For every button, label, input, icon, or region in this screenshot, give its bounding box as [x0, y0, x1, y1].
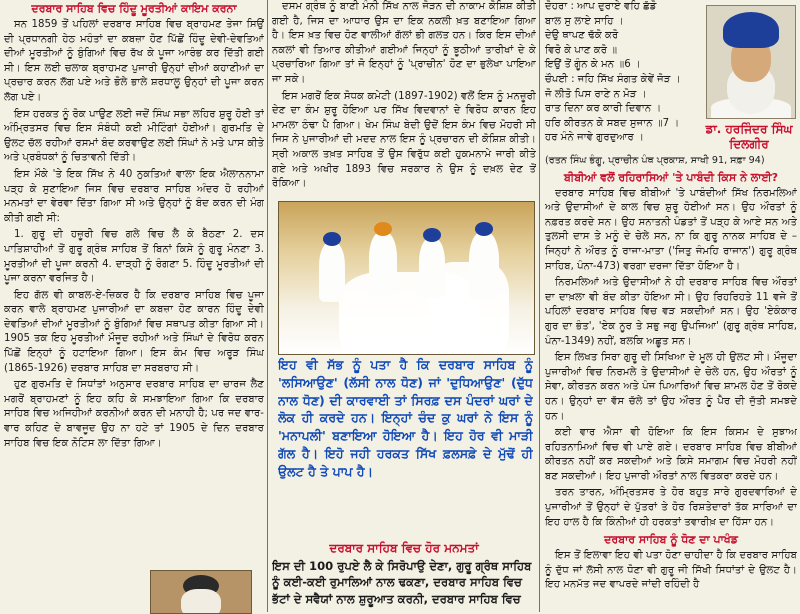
paragraph: ਇਸ ਤੋਂ ਇਲਾਵਾ ਇਹ ਵੀ ਪਤਾ ਹੋਣਾ ਚਾਹੀਦਾ ਹੈ ਕਿ ਦਰਬਾਰ ਸਾਹਿਬ ਨੂੰ ਦੁੱਧ ਜਾਂ ਲੱਸੀ ਨਾਲ ਧੋਣਾ ਵੀ ਗੁਰੂ ਜੀ ਸਿੱਖੀ ਸਿਧਾਂਤਾਂ ਦੇ ਉਲਟ ਹੈ। ਇਹ ਮਨਮੱਤ ਜਦ ਵਾਪਰਦੇ ਜਾਂਦੀ ਰਹਿੰਦੀ ਹੈ	[545, 550, 797, 591]
section-heading: ਦਰਬਾਰ ਸਾਹਿਬ ਵਿਚ ਹਿੰਦੂ ਮੂਰਤੀਆਂ ਕਾਇਮ ਕਰਨਾ	[31, 2, 237, 15]
highlighted-quote: ਇਹ ਵੀ ਸੱਭ ਨੂੰ ਪਤਾ ਹੈ ਕਿ ਦਰਬਾਰ ਸਾਹਿਬ ਨੂੰ 'ਲਸਿਆਉਣ' (ਲੱਸੀ ਨਾਲ ਧੋਣ) ਜਾਂ 'ਦੁਧਿਆਉਣ' (ਦੁੱਧ ਨਾਲ ਧੋਣ) ਦੀ ਕਾਰਵਾਈ ਤਾਂ ਸਿਰਫ਼ ਦਸ ਪੰਦਰਾਂ ਘਰਾਂ ਦੇ ਲੋਕ ਹੀ ਕਰਦੇ ਹਨ। ਇਨ੍ਹਾਂ ਚੰਦ ਕੁ ਘਰਾਂ ਨੇ ਇਸ ਨੂੰ 'ਮਨਾਪਲੀ' ਬਣਾਇਆ ਹੋਇਆ ਹੈ। ਇਹ ਹੋਰ ਵੀ ਮਾੜੀ ਗੱਲ ਹੈ। ਇਹੋ ਜਹੀ ਹਰਕਤ ਸਿੱਖ ਫ਼ਲਸਫ਼ੇ ਦੇ ਮੁੱਢੋਂ ਹੀ ਉਲਟ ਹੈ ਤੇ ਪਾਪ ਹੈ।	[278, 357, 533, 479]
paragraph: ਦਰਬਾਰ ਸਾਹਿਬ ਵਿਚ ਬੀਬੀਆਂ 'ਤੇ ਪਾਬੰਦੀਆਂ ਸਿੱਖ ਨਿਰਮਲਿਆਂ ਅਤੇ ਉਦਾਸੀਆਂ ਦੇ ਕਾਲ ਵਿਚ ਸ਼ੁਰੂ ਹੋਈਆਂ ਸਨ। ਉਹ ਔਰਤਾਂ ਨੂੰ ਨਫ਼ਰਤ ਕਰਦੇ ਸਨ। ਉਹ ਸਨਾਤਨੀ ਪੰਡਤਾਂ ਤੋਂ ਪੜ੍ਹ ਕੇ ਆਏ ਸਨ ਅਤੇ ਤੁਲਸੀ ਦਾਸ ਤੇ ਮਨੂੰ ਦੇ ਚੇਲੇ ਸਨ, ਨਾ ਕਿ ਗੁਰੂ ਨਾਨਕ ਸਾਹਿਬ ਦੇ – ਜਿਨ੍ਹਾਂ ਨੇ ਔਰਤ ਨੂੰ ਰਾਜਾ-ਮਾਤਾ ('ਜਿਤੁ ਜੰਮਹਿ ਰਾਜਾਨ') ਗੁਰੂ ਗ੍ਰੰਥ ਸਾਹਿਬ, ਪੰਨਾ-473) ਵਰਗਾ ਦਰਜਾ ਦਿੱਤਾ ਹੋਇਆ ਹੈ।	[545, 187, 797, 272]
paragraph: ਇਹ ਗੱਲ ਵੀ ਕਾਬਲ-ਏ-ਜ਼ਿਕਰ ਹੈ ਕਿ ਦਰਬਾਰ ਸਾਹਿਬ ਵਿਚ ਪੂਜਾ ਕਰਨ ਵਾਲੇ ਬ੍ਰਾਹਮਣ ਪੁਜਾਰੀਆਂ ਦਾ ਕਬਜ਼ਾ ਹੋਣ ਕਾਰਨ ਹਿੰਦੂ ਦੇਵੀ ਦੇਵਤਿਆਂ ਦੀਆਂ ਮੂਰਤੀਆਂ ਨੂੰ ਬੁੰਗਿਆਂ ਵਿਚ ਸਥਾਪਤ ਕੀਤਾ ਗਿਆ ਸੀ। 1905 ਤਕ ਇਹ ਮੂਰਤੀਆਂ ਮੌਜੂਦ ਰਹੀਆਂ ਅਤੇ ਸਿੰਘਾਂ ਦੇ ਵਿਰੋਧ ਕਰਨ ਪਿੱਛੋਂ ਇਨ੍ਹਾਂ ਨੂੰ ਹਟਾਇਆ ਗਿਆ। ਇਸ ਕੰਮ ਵਿਚ ਅਰੂੜ ਸਿੰਘ (1865-1926) ਦਰਬਾਰ ਸਾਹਿਬ ਦਾ ਸਰਬਰਾਹ ਸੀ।	[4, 289, 264, 374]
article-column-2-bottom	[272, 540, 536, 612]
poem-line: ਚੌਪਈ : ਜਹਿ ਸਿੱਖ ਸੰਗਤ ਕੇਵੇਂ ਜੋੜ ।	[545, 73, 681, 85]
author-name: ਡਾ. ਹਰਜਿੰਦਰ ਸਿੰਘ ਦਿਲਗੀਰ	[705, 122, 793, 151]
section-subheading: ਦਰਬਾਰ ਸਾਹਿਬ ਵਿਚ ਹੋਰ ਮਨਮਤਾਂ	[329, 541, 479, 555]
article-column-2-intro	[272, 0, 536, 200]
paragraph: ਨਿਰਮਲਿਆਂ ਅਤੇ ਉਦਾਸੀਆਂ ਨੇ ਹੀ ਦਰਬਾਰ ਸਾਹਿਬ ਵਿਚ ਔਰਤਾਂ ਦਾ ਦਾਖ਼ਲਾ ਵੀ ਬੰਦ ਕੀਤਾ ਹੋਇਆ ਸੀ। ਉਹ ਰਿਹਰਿਹਤੇ 11 ਵਜੇ ਤੋਂ ਪਹਿਲਾਂ ਦਰਬਾਰ ਸਾਹਿਬ ਵਿਚ ਵੜ ਸਕਦੀਆਂ ਸਨ। ਉਹ 'ਏਕੰਕਾਰ ਗੁਰ ਦਾ ਭੰਤ', 'ਏਕ ਨੂਰ ਤੇ ਸਭੁ ਜਗੁ ਉਪਜਿਆ' (ਗੁਰੂ ਗ੍ਰੰਥ ਸਾਹਿਬ, ਪੰਨਾ-1349) ਨਹੀਂ, ਬਲਕਿ ਅਛੂਤ ਸਨ।	[545, 277, 797, 347]
temple-washing-photo	[278, 201, 535, 355]
paragraph: ਇਸ ਮਗਰੋਂ ਇਕ ਸੋਧਕ ਕਮੇਟੀ (1897-1902) ਵਲੋਂ ਇਸ ਨੂੰ ਮਨਜ਼ੂਰੀ ਦੇਣ ਦਾ ਕੰਮ ਸ਼ੁਰੂ ਹੋਇਆ ਪਰ ਸਿੱਖ ਵਿਦਵਾਨਾਂ ਦੇ ਵਿਰੋਧ ਕਾਰਨ ਇਹ ਮਾਮਲਾ ਠੰਢਾ ਪੈ ਗਿਆ। ਖੇਮ ਸਿੰਘ ਬੇਦੀ ਉਦੋਂ ਇਸ ਕੰਮ ਵਿਚ ਮੋਹਰੀ ਸੀ ਜਿਸ ਨੇ ਪੁਜਾਰੀਆਂ ਦੀ ਮਦਦ ਨਾਲ ਇਸ ਨੂੰ ਪ੍ਰਚਾਰਨ ਦੀ ਕੋਸ਼ਿਸ਼ ਕੀਤੀ। ਸ੍ਰੀ ਅਕਾਲ ਤਖ਼ਤ ਸਾਹਿਬ ਤੋਂ ਉਸ ਵਿਰੁੱਧ ਕਈ ਹੁਕਮਨਾਮੇ ਜਾਰੀ ਕੀਤੇ ਗਏ ਅਤੇ ਅਖੀਰ 1893 ਵਿਚ ਸਰਕਾਰ ਨੇ ਉਸ ਨੂੰ ਦਖ਼ਲ ਦੇਣ ਤੋਂ ਰੋਕਿਆ।	[272, 90, 536, 190]
poem-line: ਦੇਉ ਥਾਪਣ ਢੱਕੋ ਕਰੋ	[545, 30, 619, 42]
section-subheading: ਦਰਬਾਰ ਸਾਹਿਬ ਨੂੰ ਧੋਣ ਦਾ ਪਾਖੰਡ	[604, 533, 738, 547]
poem-line: ਵਿਰੋ ਕੇ ਪਾਣ ਕਰੋ ॥	[545, 44, 618, 56]
column-divider	[539, 0, 540, 612]
section-heading: ਬੀਬੀਆਂ ਵਲੋਂ ਰਹਿਰਾਸਿਆਂ 'ਤੇ ਪਾਬੰਦੀ ਕਿਸ ਨੇ ਲਾਈ?	[564, 170, 778, 184]
paragraph: ਇਸ ਲਿਖਤ ਸਿਰਾ ਗੁਰੂ ਦੀ ਸਿਖਿਆ ਦੇ ਮੂਲ ਹੀ ਉਲਟ ਸੀ। ਮੌਜੂਦਾ ਪੁਜਾਰੀਆਂ ਵਿਚ ਨਿਰਮਲੇ ਤੇ ਉਦਾਸੀਆਂ ਦੇ ਚੇਲੇ ਹਨ, ਉਹ ਔਰਤਾਂ ਨੂੰ ਸੇਵਾ, ਕੀਰਤਨ ਕਰਨ ਅਤੇ ਪੰਜ ਪਿਆਰਿਆਂ ਵਿਚ ਸ਼ਾਮਲ ਹੋਣ ਤੋਂ ਰੋਕਦੇ ਹਨ। ਉਨ੍ਹਾਂ ਦਾ ਵੱਸ ਚੱਲੇ ਤਾਂ ਉਹ ਔਰਤ ਨੂੰ ਪੈਰ ਦੀ ਜੁੱਤੀ ਸਮਝਦੇ ਹਨ।	[545, 352, 797, 422]
poem-line: ਜੋ ਲੀਤੋ ਪਿਸ ਰਾਣੇ ਨ ਮੋੜ ।	[545, 88, 647, 100]
paragraph: ਹੁਣ ਗੁਰਮਤਿ ਦੇ ਸਿਧਾਂਤਾਂ ਅਨੁਸਾਰ ਦਰਬਾਰ ਸਾਹਿਬ ਦਾ ਚਾਰਜ ਲੈਣ ਮਗਰੋਂ ਬ੍ਰਾਹਮਣਾਂ ਨੂੰ ਇਹ ਕਹਿ ਕੇ ਸਮਝਾਇਆ ਗਿਆ ਕਿ ਦਰਬਾਰ ਸਾਹਿਬ ਵਿਚ ਅਜਿਹੀਆਂ ਕਰਨੀਆਂ ਕਰਨ ਦੀ ਮਨਾਹੀ ਹੈ; ਪਰ ਜਦ ਵਾਰ-ਵਾਰ ਕਹਿਣ ਦੇ ਬਾਵਜੂਦ ਉਹ ਨਾ ਹਟੇ ਤਾਂ 1905 ਦੇ ਦਿਨ ਦਰਬਾਰ ਸਾਹਿਬ ਵਿਚ ਇਕ ਨੋਟਿਸ ਲਾ ਦਿੱਤਾ ਗਿਆ।	[4, 379, 264, 449]
paragraph: ਇਸ ਮੌਕੇ 'ਤੇ ਇਕ ਸਿੱਖ ਨੇ 40 ਨੁਕਤਿਆਂ ਵਾਲਾ ਇਕ ਐਲਾਨਨਾਮਾ ਪੜ੍ਹ ਕੇ ਸੁਣਾਇਆ ਜਿਸ ਵਿਚ ਦਰਬਾਰ ਸਾਹਿਬ ਅੰਦਰ ਹੋ ਰਹੀਆਂ ਮਨਮਤਾਂ ਦਾ ਵੇਰਵਾ ਦਿੱਤਾ ਗਿਆ ਸੀ ਅਤੇ ਉਨ੍ਹਾਂ ਨੂੰ ਬੰਦ ਕਰਨ ਦੀ ਮੰਗ ਕੀਤੀ ਗਈ ਸੀ:	[4, 168, 264, 224]
paragraph: ਦਸਮ ਗ੍ਰੰਥ ਨੂੰ ਬਾਣੀ ਮੰਨੀ ਸਿੱਖ ਨਾਲ ਜੋੜਨ ਦੀ ਨਾਕਾਮ ਕੋਸ਼ਿਸ਼ ਕੀਤੀ ਗਈ ਹੈ, ਜਿਸ ਦਾ ਆਧਾਰ ਉਸ ਦਾ ਇਕ ਨਕਲੀ ਖ਼ਤ ਬਣਾਇਆ ਗਿਆ ਹੈ। ਇਸ ਖ਼ਤ ਵਿਚ ਹੋਣ ਵਾਲੀਆਂ ਗੱਲਾਂ ਭੀ ਗਲਤ ਹਨ। ਕਿਰ ਇਸ ਦੀਆਂ ਨਕਲਾਂ ਵੀ ਤਿਆਰ ਕੀਤੀਆਂ ਗਈਆਂ ਜਿਨ੍ਹਾਂ ਨੂੰ ਝੂਠੀਆਂ ਤਾਰੀਖਾਂ ਦੇ ਕੇ ਪ੍ਰਚਾਰਿਆ ਗਿਆ ਤਾਂ ਜੋ ਇਨ੍ਹਾਂ ਨੂੰ 'ਪ੍ਰਾਚੀਨ' ਹੋਣ ਦਾ ਭੁਲੇਖਾ ਪਾਇਆ ਜਾ ਸਕੇ।	[272, 1, 536, 85]
article-column-1	[4, 0, 264, 612]
poem-line: ਇਉਂ ਤੋਂ ਗੂੰਨ ਕੇ ਮਨ ॥6 ।	[545, 59, 641, 71]
column-divider	[267, 0, 268, 612]
paragraph: ਇਸ ਦੀ 100 ਰੁਪਏ ਲੈ ਕੇ ਸਿਰੋਪਾਉ ਦੇਣਾ, ਗੁਰੂ ਗ੍ਰੰਥ ਸਾਹਿਬ ਨੂੰ ਕਈ-ਕਈ ਰੁਮਾਲਿਆਂ ਨਾਲ ਢਕਣਾ, ਦਰਬਾਰ ਸਾਹਿਬ ਵਿਚ ਭੱਟਾਂ ਦੇ ਸਵੈਯਾਂ ਨਾਲ ਸ਼ੁਰੂਆਤ ਕਰਨੀ, ਦਰਬਾਰ ਸਾਹਿਬ ਵਿਚ	[272, 559, 532, 606]
small-portrait-photo	[150, 570, 252, 614]
paragraph: ਤਰਨ ਤਾਰਨ, ਅੰਮ੍ਰਿਤਸਰ ਤੇ ਹੋਰ ਬਹੁਤ ਸਾਰੇ ਗੁਰਦਵਾਰਿਆਂ ਦੇ ਪੁਜਾਰੀਆਂ ਤੋਂ ਉਨ੍ਹਾਂ ਦੇ ਪੁੱਤਰਾਂ ਤੇ ਹੋਰ ਰਿਸ਼ਤੇਦਾਰਾਂ ਤੱਕ ਸਾਰਿਆਂ ਦਾ ਇਹ ਹਾਲ ਹੈ ਕਿ ਕਿੰਨੀਆਂ ਹੀ ਹਰਕਤਾਂ ਤਵਾਰੀਖ਼ ਦਾ ਹਿੱਸਾ ਹਨ।	[545, 487, 797, 528]
poem-block	[545, 0, 695, 146]
author-portrait	[706, 5, 796, 119]
article-column-3	[545, 154, 797, 612]
citation: (ਰਤਨ ਸਿੰਘ ਭੰਗੂ, ਪ੍ਰਾਚੀਨ ਪੰਥ ਪ੍ਰਕਾਸ਼, ਸਾਖੀ 91, ਸਫ਼ਾ 94)	[545, 155, 765, 166]
poem-line: ਰਾਤ ਦਿਨਾ ਕਰ ਕਾਰੀ ਦਿਵਾਨ ।	[545, 103, 662, 115]
paragraph: ਇਸ ਹਰਕਤ ਨੂੰ ਰੋਕ ਪਾਉਣ ਲਈ ਜਦੋਂ ਸਿੰਘ ਸਭਾ ਲਹਿਰ ਸ਼ੁਰੂ ਹੋਈ ਤਾਂ ਅੰਮ੍ਰਿਤਸਰ ਵਿਚ ਇਸ ਸੰਬੰਧੀ ਕਈ ਮੀਟਿੰਗਾਂ ਹੋਈਆਂ। ਗੁਰਮਤਿ ਦੇ ਉਲਟ ਚੱਲ ਰਹੀਆਂ ਰਸਮਾਂ ਬੰਦ ਕਰਵਾਉਣ ਲਈ ਸਿੰਘਾਂ ਨੇ ਮਤੇ ਪਾਸ ਕੀਤੇ ਅਤੇ ਪ੍ਰਬੰਧਕਾਂ ਨੂੰ ਚਿਤਾਵਨੀ ਦਿੱਤੀ।	[4, 108, 264, 164]
poem-line: ਦੋਹਰਾ : ਆਪ ਦੁਰਾਏ ਵਹਿ ਛੱਡੋ	[545, 1, 657, 12]
poem-line: ਹਰ ਮੰਨੇ ਜਾਵੇ ਗੁਰਦੁਆਰ ।	[545, 132, 644, 144]
paragraph: 1. ਗੁਰੂ ਦੀ ਹਜ਼ੂਰੀ ਵਿਚ ਗਲੇ ਵਿਚ ਲੈ ਕੇ ਬੈਠਣਾ 2. ਦਸ ਪਾਤਿਸ਼ਾਹੀਆਂ ਤੋਂ ਗੁਰੂ ਗ੍ਰੰਥ ਸਾਹਿਬ ਤੋਂ ਬਿਨਾਂ ਕਿਸੇ ਨੂੰ ਗੁਰੂ ਮੰਨਣਾ 3. ਮੂਰਤੀਆਂ ਦੀ ਪੂਜਾ ਕਰਨੀ 4. ਦਾੜ੍ਹੀ ਨੂੰ ਰੰਗਣਾ 5. ਹਿੰਦੂ ਮੂਰਤੀਆਂ ਦੀ ਪੂਜਾ ਕਰਨਾ ਵਰਜਿਤ ਹੈ।	[4, 229, 264, 285]
poem-line: ਹਰਿ ਕੀਰਤਨ ਕੇ ਸਬਦ ਸੁਜਾਨ ॥7 ।	[545, 117, 680, 129]
paragraph: ਕਈ ਵਾਰ ਐਸਾ ਵੀ ਹੋਇਆ ਕਿ ਇਸ ਕਿਸਮ ਦੇ ਸੁਝਾਅ ਰਹਿਤਨਾਮਿਆਂ ਵਿਚ ਵੀ ਪਾਏ ਗਏ। ਦਰਬਾਰ ਸਾਹਿਬ ਵਿਚ ਬੀਬੀਆਂ ਕੀਰਤਨ ਨਹੀਂ ਕਰ ਸਕਦੀਆਂ ਅਤੇ ਕਿਸੇ ਸਮਾਗਮ ਵਿਚ ਮੋਹਰੀ ਨਹੀਂ ਬਣ ਸਕਦੀਆਂ। ਇਹ ਪੁਜਾਰੀ ਔਰਤਾਂ ਨਾਲ ਵਿਤਕਰਾ ਕਰਦੇ ਹਨ।	[545, 427, 797, 482]
paragraph: ਸਨ 1859 ਤੋਂ ਪਹਿਲਾਂ ਦਰਬਾਰ ਸਾਹਿਬ ਵਿਚ ਬ੍ਰਾਹਮਣ ਤੇਜਾ ਸਿਉਂ ਦੀ ਪ੍ਰਧਾਨਗੀ ਹੇਠ ਮਹੰਤਾਂ ਦਾ ਕਬਜ਼ਾ ਹੋਣ ਪਿੱਛੋਂ ਹਿੰਦੂ ਦੇਵੀ-ਦੇਵਤਿਆਂ ਦੀਆਂ ਮੂਰਤੀਆਂ ਨੂੰ ਬੁੰਗਿਆਂ ਵਿਚ ਰੱਖ ਕੇ ਪੂਜਾ ਆਰੰਭ ਕਰ ਦਿੱਤੀ ਗਈ ਸੀ। ਇਸ ਲਈ ਚਲਾਕ ਬ੍ਰਾਹਮਣ ਪੁਜਾਰੀ ਉਨ੍ਹਾਂ ਦੀਆਂ ਕਹਾਣੀਆਂ ਦਾ ਪ੍ਰਚਾਰ ਕਰਨ ਲੱਗ ਪਏ ਅਤੇ ਭੋਲੇ ਭਾਲੇ ਸ਼ਰਧਾਲੂ ਉਨ੍ਹਾਂ ਦੀ ਪੂਜਾ ਕਰਨ ਲੱਗ ਪਏ।	[4, 19, 264, 103]
poem-line: ਬਾਲ ਸੁ ਲਾਏ ਸਾਹਿ ।	[545, 15, 624, 27]
